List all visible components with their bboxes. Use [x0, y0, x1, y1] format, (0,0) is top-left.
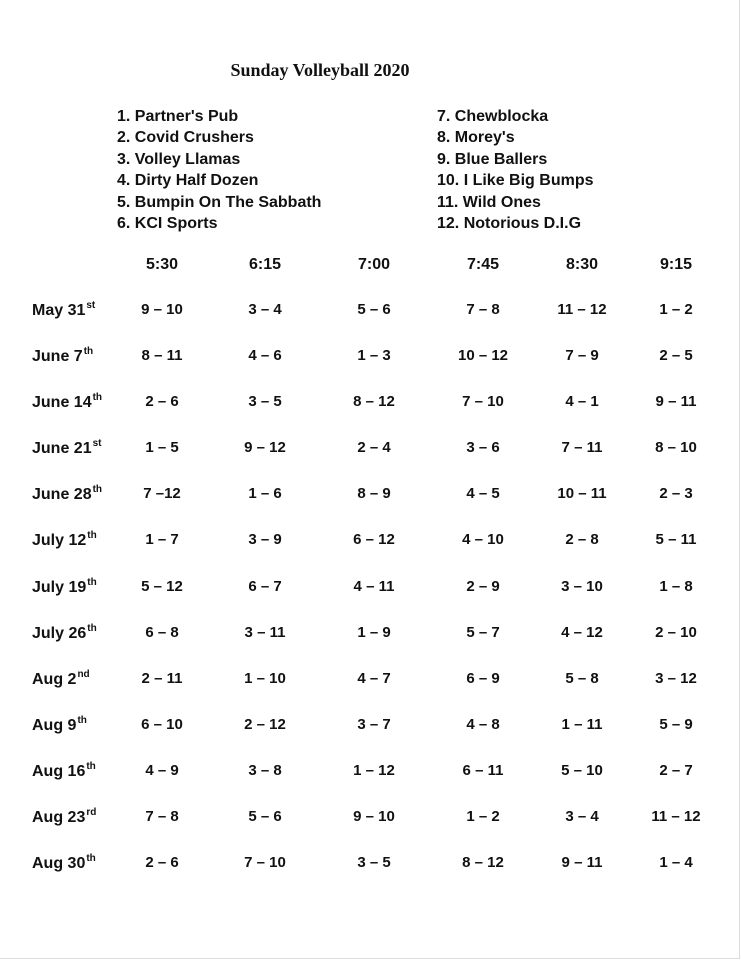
match-cell: 8 – 12 [462, 854, 504, 872]
date-suffix: th [87, 622, 97, 634]
match-cell: 2 – 10 [655, 623, 697, 641]
match-cell: 5 – 7 [466, 623, 500, 641]
date-suffix: nd [77, 668, 90, 680]
match-cell: 7 – 10 [244, 854, 286, 872]
team-list-right [437, 106, 593, 234]
match-cell: 6 – 12 [353, 531, 395, 549]
match-cell: 2 – 4 [357, 439, 391, 457]
match-cell: 8 – 12 [353, 393, 395, 411]
date-label: June 28 [32, 486, 92, 504]
match-cell: 4 – 5 [466, 485, 500, 503]
match-cell: 7 – 8 [466, 301, 500, 318]
team-item: 4. Dirty Half Dozen [117, 172, 259, 190]
team-item: 12. Notorious D.I.G [437, 214, 582, 232]
match-cell: 4 – 10 [462, 531, 504, 549]
match-cell: 1 – 11 [561, 715, 603, 733]
date-suffix: rd [86, 807, 97, 819]
match-cell: 3 – 10 [561, 577, 603, 595]
date-suffix: st [86, 300, 96, 311]
match-cell: 2 – 11 [141, 669, 183, 687]
match-cell: 7 – 10 [462, 393, 504, 411]
date-cell [32, 623, 97, 643]
match-cell: 3 – 5 [357, 854, 391, 872]
table-row [0, 438, 741, 484]
time-slot-header: 9:15 [659, 256, 693, 273]
table-row [0, 807, 741, 853]
date-cell [32, 484, 102, 504]
match-cell: 4 – 9 [145, 761, 179, 779]
match-cell: 10 – 12 [457, 347, 509, 365]
match-cell: 4 – 1 [565, 393, 599, 411]
date-label: Aug 2 [32, 670, 77, 688]
date-cell [32, 438, 102, 458]
date-suffix: th [87, 530, 97, 542]
match-cell: 8 – 9 [357, 485, 391, 503]
date-label: July 26 [32, 624, 87, 642]
match-cell: 1 – 2 [466, 808, 500, 826]
match-cell: 3 – 4 [248, 301, 282, 318]
match-cell: 7 – 9 [565, 347, 599, 365]
match-cell: 5 – 11 [655, 531, 697, 549]
table-row [0, 715, 741, 761]
date-label: Aug 16 [32, 762, 86, 780]
date-label: June 21 [32, 440, 92, 458]
match-cell: 1 – 10 [244, 669, 286, 687]
match-cell: 9 – 10 [353, 808, 395, 826]
match-cell: 3 – 5 [248, 393, 282, 411]
match-cell: 3 – 9 [248, 531, 282, 549]
match-cell: 7 – 8 [145, 808, 179, 826]
match-cell: 5 – 10 [561, 761, 603, 779]
date-cell [32, 669, 90, 689]
match-cell: 11 – 12 [651, 808, 701, 826]
match-cell: 3 – 6 [466, 439, 500, 457]
team-item: 3. Volley Llamas [117, 150, 241, 168]
match-cell: 3 – 8 [248, 761, 282, 779]
date-suffix: th [87, 576, 97, 588]
match-cell: 2 – 9 [466, 577, 500, 595]
time-slot-header: 7:45 [466, 256, 500, 273]
match-cell: 11 – 12 [557, 301, 607, 318]
match-cell: 3 – 11 [244, 623, 286, 641]
date-suffix: th [77, 714, 87, 726]
date-cell [32, 392, 102, 412]
match-cell: 9 – 12 [244, 439, 286, 457]
time-header-row [0, 256, 741, 276]
match-cell: 1 – 12 [353, 761, 395, 779]
match-cell: 2 – 3 [659, 485, 693, 503]
match-cell: 4 – 12 [561, 623, 603, 641]
match-cell: 5 – 6 [248, 808, 282, 826]
match-cell: 9 – 11 [655, 393, 697, 411]
match-cell: 7 –12 [143, 485, 181, 503]
date-cell [32, 761, 96, 781]
table-row [0, 669, 741, 715]
match-cell: 4 – 11 [353, 577, 395, 595]
date-suffix: th [83, 346, 94, 358]
match-cell: 2 – 6 [145, 393, 179, 411]
match-cell: 4 – 7 [357, 669, 391, 687]
match-cell: 2 – 6 [145, 854, 179, 872]
match-cell: 1 – 6 [248, 485, 282, 503]
date-cell [32, 300, 95, 320]
match-cell: 8 – 11 [141, 347, 183, 365]
date-cell [32, 807, 96, 827]
team-item: 11. Wild Ones [437, 193, 541, 211]
team-item: 6. KCI Sports [117, 214, 218, 232]
match-cell: 2 – 12 [244, 715, 286, 733]
match-cell: 5 – 12 [141, 577, 183, 595]
match-cell: 1 – 9 [357, 623, 391, 641]
date-suffix: st [92, 438, 102, 450]
time-slot-header: 5:30 [145, 256, 179, 273]
table-row [0, 761, 741, 807]
match-cell: 4 – 8 [466, 715, 500, 733]
match-cell: 10 – 11 [557, 485, 607, 503]
table-row [0, 300, 741, 346]
match-cell: 6 – 10 [141, 715, 183, 733]
match-cell: 5 – 9 [659, 715, 693, 733]
date-cell [32, 715, 87, 735]
match-cell: 1 – 4 [659, 854, 693, 872]
match-cell: 2 – 8 [565, 531, 599, 549]
table-row [0, 577, 741, 623]
table-row [0, 392, 741, 438]
match-cell: 5 – 6 [357, 301, 391, 318]
date-label: June 7 [32, 348, 83, 366]
match-cell: 2 – 7 [659, 761, 693, 779]
date-cell [32, 530, 97, 550]
team-item: 10. I Like Big Bumps [437, 172, 594, 190]
match-cell: 6 – 9 [466, 669, 500, 687]
team-item: 8. Morey's [437, 129, 515, 147]
page-title: Sunday Volleyball 2020 [230, 60, 410, 80]
team-item: 2. Covid Crushers [117, 129, 254, 147]
match-cell: 7 – 11 [561, 439, 603, 457]
match-cell: 1 – 7 [145, 531, 179, 549]
match-cell: 3 – 4 [565, 808, 599, 826]
match-cell: 5 – 8 [565, 669, 599, 687]
match-cell: 1 – 2 [659, 301, 693, 318]
match-cell: 9 – 10 [141, 301, 183, 318]
schedule-table [0, 300, 741, 899]
match-cell: 3 – 12 [655, 669, 697, 687]
date-label: Aug 23 [32, 809, 86, 827]
match-cell: 9 – 11 [561, 854, 603, 872]
table-row [0, 853, 741, 899]
match-cell: 6 – 7 [248, 577, 282, 595]
match-cell: 1 – 8 [659, 577, 693, 595]
team-item: 1. Partner's Pub [117, 108, 239, 125]
match-cell: 2 – 5 [659, 347, 693, 365]
table-row [0, 346, 741, 392]
match-cell: 1 – 3 [357, 347, 391, 365]
date-suffix: th [92, 484, 103, 496]
date-label: June 14 [32, 394, 92, 412]
match-cell: 1 – 5 [145, 439, 179, 457]
table-row [0, 530, 741, 576]
team-item: 9. Blue Ballers [437, 150, 548, 168]
date-label: May 31 [32, 302, 86, 319]
date-cell [32, 346, 93, 366]
date-label: July 12 [32, 532, 87, 550]
match-cell: 6 – 11 [462, 761, 504, 779]
match-cell: 4 – 6 [248, 347, 282, 365]
date-suffix: th [86, 760, 96, 772]
team-item: 7. Chewblocka [437, 108, 549, 125]
date-cell [32, 853, 96, 873]
time-slot-header: 6:15 [248, 256, 282, 273]
time-slot-header: 7:00 [357, 256, 391, 273]
time-slot-header: 8:30 [565, 256, 599, 273]
team-list-left [117, 106, 321, 234]
date-label: Aug 9 [32, 716, 77, 734]
date-suffix: th [86, 853, 96, 865]
match-cell: 3 – 7 [357, 715, 391, 733]
table-row [0, 623, 741, 669]
date-label: Aug 30 [32, 855, 86, 873]
match-cell: 8 – 10 [655, 439, 697, 457]
match-cell: 6 – 8 [145, 623, 179, 641]
date-cell [32, 577, 97, 597]
team-item: 5. Bumpin On The Sabbath [117, 193, 322, 211]
table-row [0, 484, 741, 530]
date-suffix: th [92, 392, 103, 404]
date-label: July 19 [32, 578, 87, 596]
